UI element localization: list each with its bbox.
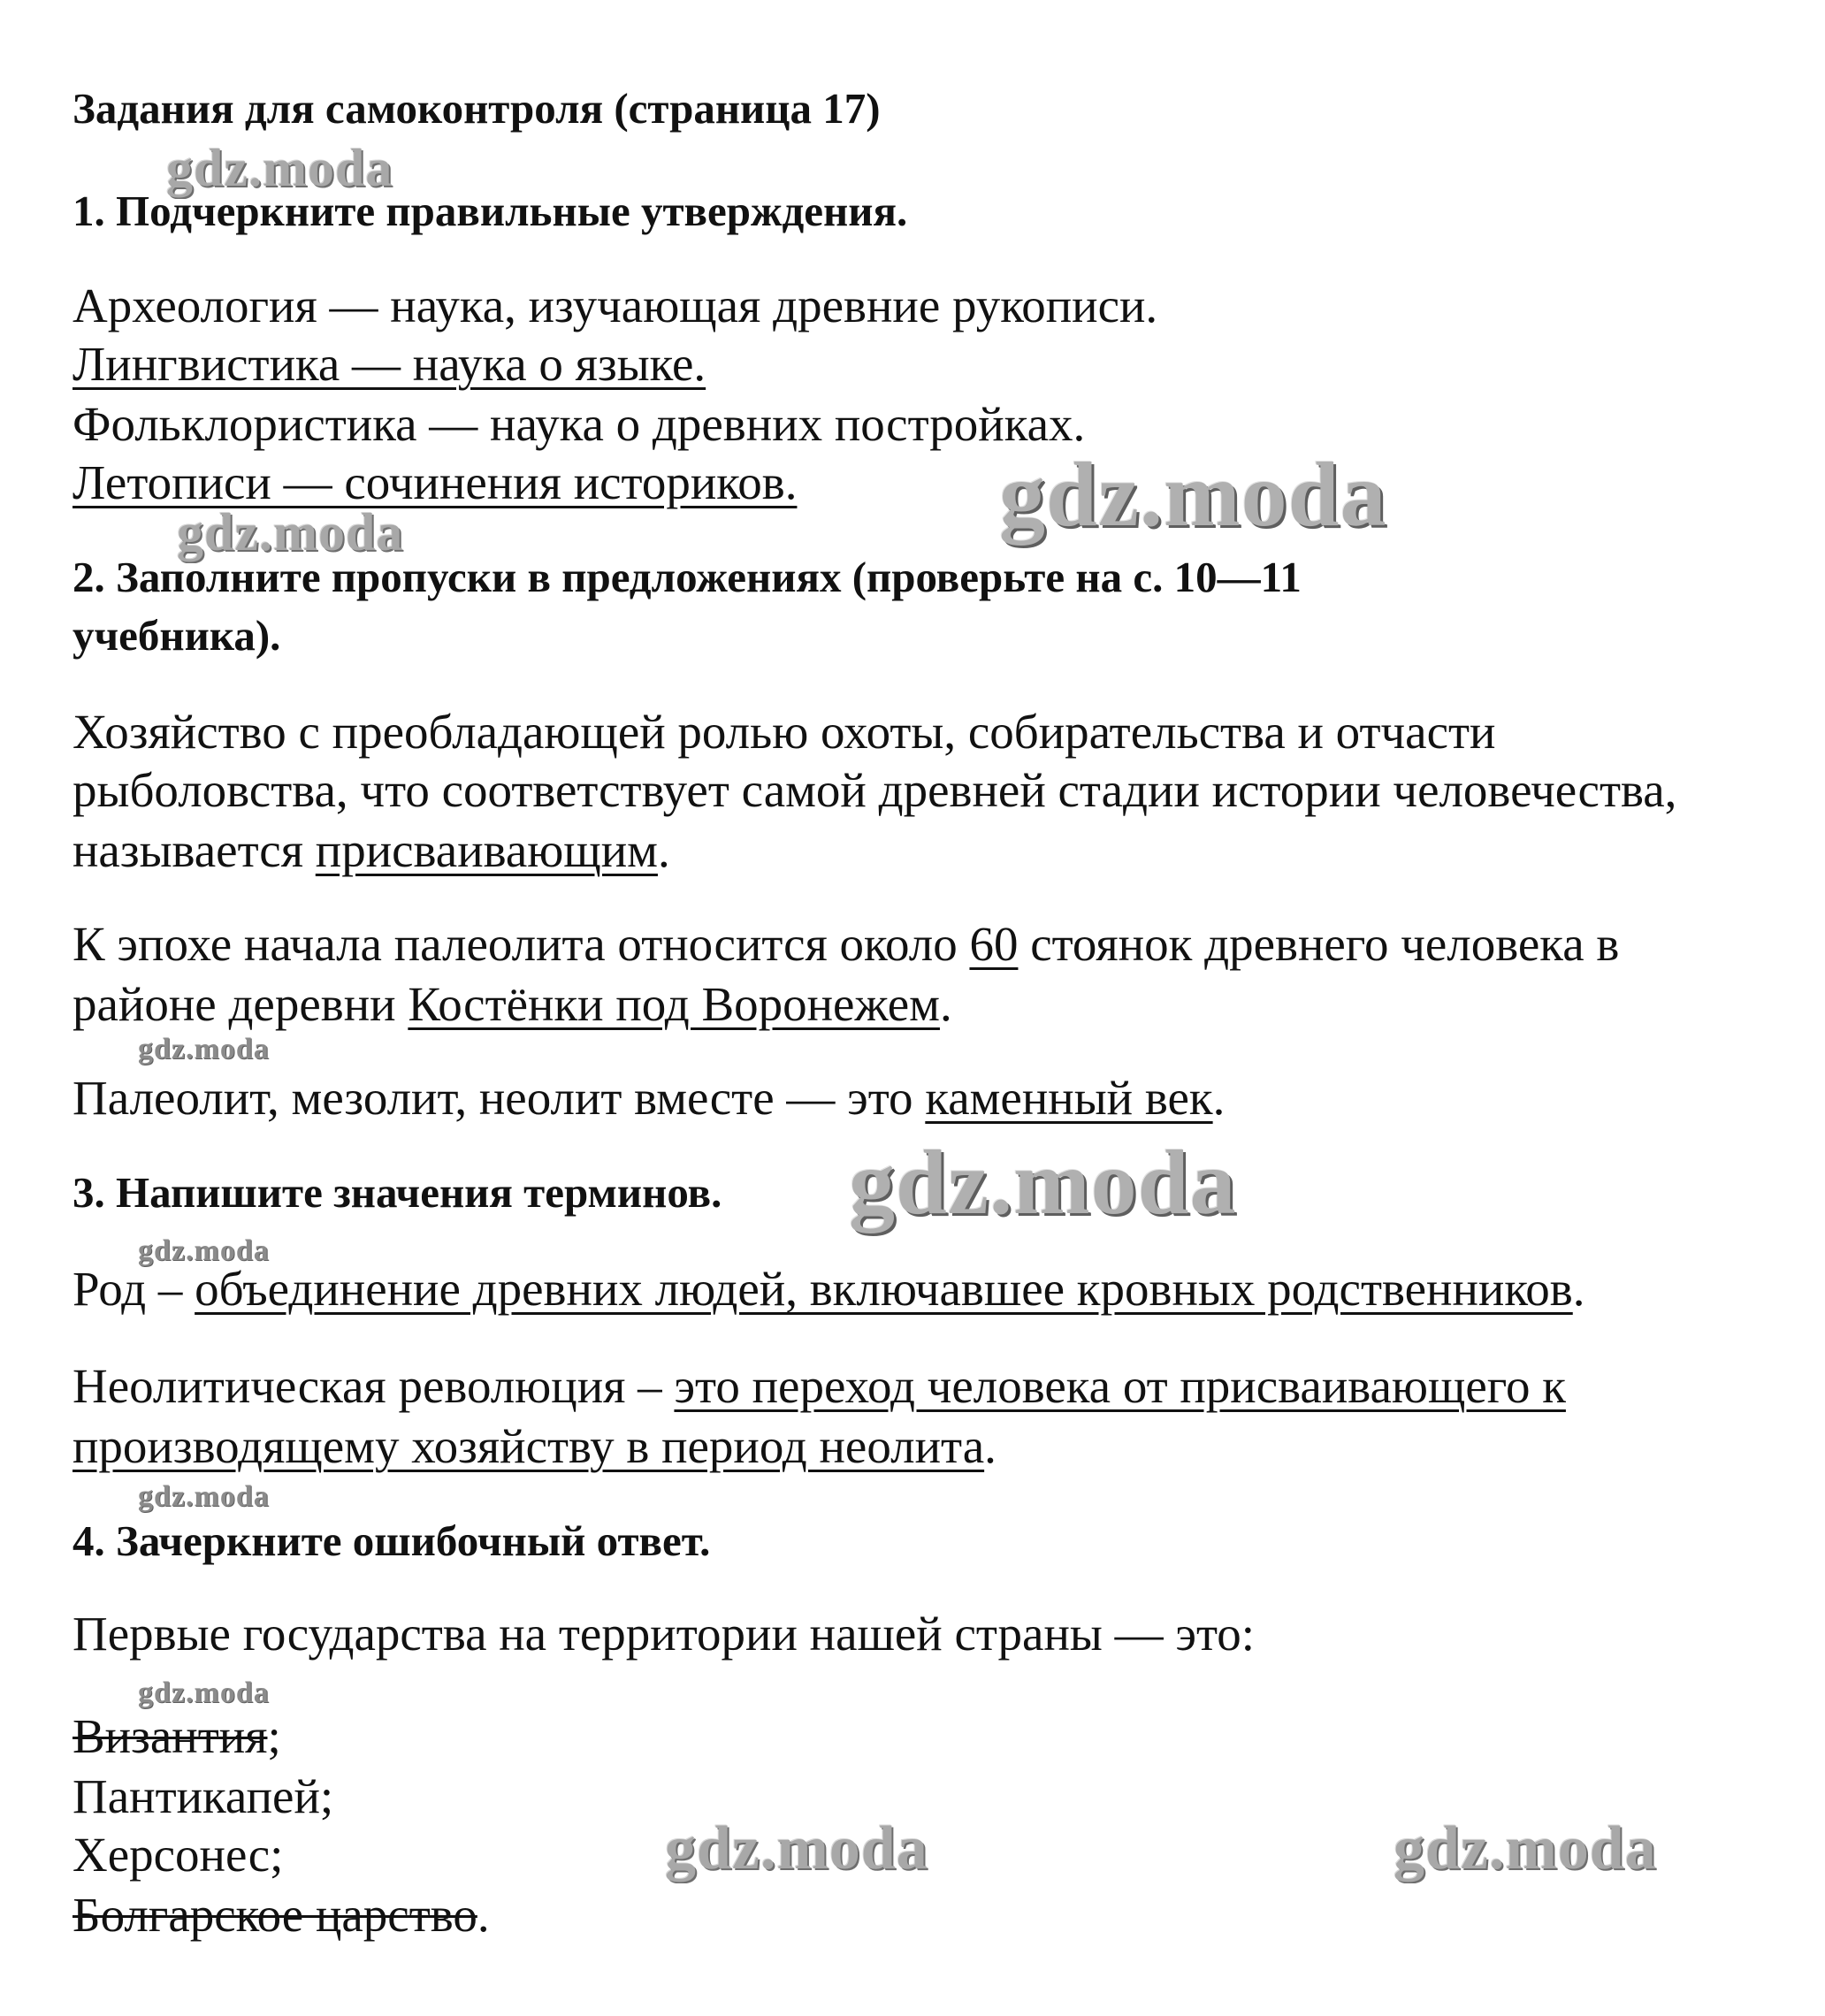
- q3-term-2-label: Неолитическая революция –: [73, 1359, 675, 1413]
- q2-p2-answer-1: 60: [969, 917, 1019, 971]
- q4-option-3: [73, 1828, 284, 1882]
- q4-option-1: [73, 1709, 281, 1763]
- q3-term-2-answer-line-1: это переход человека от присваивающего к: [674, 1359, 1566, 1413]
- watermark: gdz.moda: [166, 139, 393, 197]
- q3-term-2-line-2: [73, 1419, 996, 1473]
- q2-p1-line-2: рыболовства, что соответствует самой древней стадии истории человечества,: [73, 763, 1677, 817]
- q2-p3: [73, 1071, 1226, 1125]
- q1-statement-4-underlined: Летописи — сочинения историков.: [73, 455, 798, 509]
- question-2-heading-line-2: учебника).: [73, 611, 281, 660]
- q3-term-1-answer: объединение древних людей, включавшее кровных родственников: [195, 1262, 1573, 1316]
- q2-p2-line-2: [73, 977, 952, 1031]
- q4-option-4: [73, 1888, 490, 1942]
- q1-statement-4: [73, 455, 798, 509]
- watermark: gdz.moda: [138, 1676, 270, 1709]
- q4-option-4-punct: .: [477, 1888, 490, 1942]
- watermark: gdz.moda: [999, 444, 1387, 546]
- q2-p1-answer: присваивающим: [315, 823, 658, 877]
- q4-option-2: [73, 1769, 334, 1823]
- watermark: gdz.moda: [138, 1234, 270, 1267]
- question-1-heading: 1. Подчеркните правильные утверждения.: [73, 187, 908, 235]
- q2-p1-suffix: .: [657, 823, 670, 877]
- q4-intro: Первые государства на территории нашей страны — это:: [73, 1607, 1256, 1661]
- q3-term-1-suffix: .: [1572, 1262, 1585, 1316]
- q2-p2-line-2-prefix: районе деревни: [73, 977, 409, 1031]
- q3-term-1: [73, 1262, 1585, 1316]
- q2-p3-answer: каменный век: [925, 1071, 1213, 1125]
- question-2-heading-line-1: 2. Заполните пропуски в предложениях (проверьте на с. 10—11: [73, 553, 1302, 601]
- q3-term-1-label: Род –: [73, 1262, 195, 1316]
- q3-term-2-line-1: [73, 1359, 1566, 1413]
- q1-statement-3: Фольклористика — наука о древних постройках.: [73, 397, 1086, 451]
- q2-p2-prefix: К эпохе начала палеолита относится около: [73, 917, 970, 971]
- watermark: gdz.moda: [177, 503, 404, 561]
- q4-option-3-punct: ;: [270, 1828, 284, 1882]
- q4-option-4-struck: Болгарское царство: [73, 1888, 477, 1942]
- q1-statement-2-underlined: Лингвистика — наука о языке.: [73, 337, 706, 391]
- q2-p2-suffix: стоянок древнего человека в: [1018, 917, 1620, 971]
- q2-p1-prefix: называется: [73, 823, 316, 877]
- q3-term-2-suffix: .: [984, 1419, 996, 1473]
- q2-p1-line-3: [73, 823, 670, 877]
- question-3-heading: 3. Напишите значения терминов.: [73, 1168, 722, 1217]
- watermark: gdz.moda: [849, 1132, 1237, 1233]
- watermark: gdz.moda: [138, 1480, 270, 1513]
- q2-p3-prefix: Палеолит, мезолит, неолит вместе — это: [73, 1071, 926, 1125]
- watermark: gdz.moda: [138, 1033, 270, 1065]
- q4-option-1-struck: Византия: [73, 1709, 268, 1763]
- q2-p3-suffix: .: [1212, 1071, 1226, 1125]
- q4-option-3-text: Херсонес: [73, 1828, 271, 1882]
- q4-option-1-punct: ;: [267, 1709, 281, 1763]
- q2-p2-answer-2: Костёнки под Воронежем: [408, 977, 940, 1031]
- q1-statement-2: [73, 337, 706, 391]
- q1-statement-1: Археология — наука, изучающая древние рукописи.: [73, 279, 1158, 332]
- q2-p2-line-2-suffix: .: [939, 977, 952, 1031]
- q2-p1-line-1: Хозяйство с преобладающей ролью охоты, собирательства и отчасти: [73, 705, 1496, 759]
- q4-option-2-text: Пантикапей: [73, 1769, 320, 1823]
- watermark: gdz.moda: [665, 1814, 928, 1882]
- q3-term-2-answer-line-2: производящему хозяйству в период неолита: [73, 1419, 985, 1473]
- question-4-heading: 4. Зачеркните ошибочный ответ.: [73, 1516, 711, 1565]
- q4-option-2-punct: ;: [319, 1769, 334, 1823]
- page-title: Задания для самоконтроля (страница 17): [73, 84, 881, 133]
- q2-p2-line-1: [73, 917, 1620, 971]
- watermark: gdz.moda: [1394, 1814, 1657, 1882]
